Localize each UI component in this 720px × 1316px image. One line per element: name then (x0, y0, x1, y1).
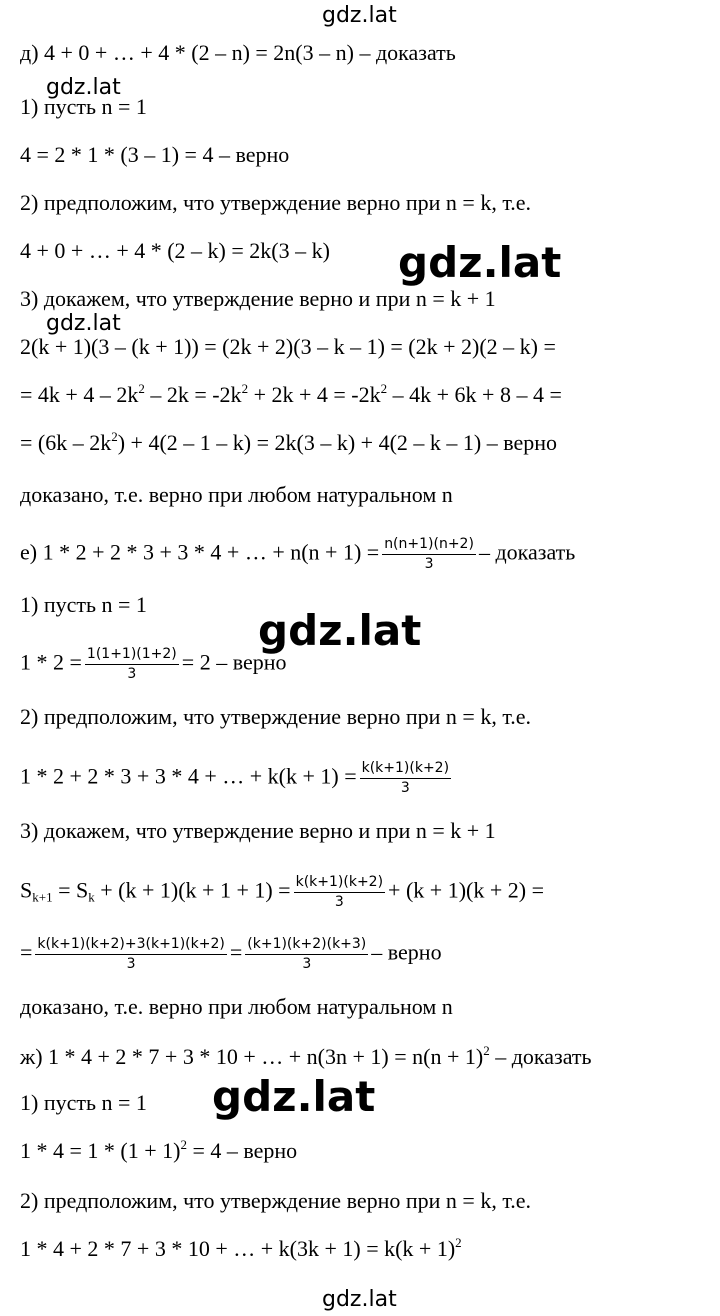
e-step-2-left: 1 * 2 + 2 * 3 + 3 * 4 + … + k(k + 1) = (20, 763, 357, 789)
e-step-3-eq2 (20, 936, 442, 973)
fraction-denominator: 3 (302, 956, 312, 972)
e-step-1-eq (20, 646, 287, 683)
d-title: д) 4 + 0 + … + 4 * (2 – n) = 2n(3 – n) – доказать (20, 40, 456, 65)
e-step-2-fraction (360, 760, 451, 797)
d-eq3-part-a: = (6k – 2k (20, 430, 112, 455)
d-eq2-part-d: – 4k + 6k + 8 – 4 = (387, 382, 562, 407)
e-step-3-fraction-2 (245, 936, 368, 973)
e-title (20, 536, 575, 573)
fraction-numerator: (k+1)(k+2)(k+3) (245, 936, 368, 955)
e-step-1-fraction (85, 646, 179, 683)
d-eq2-part-b: – 2k = -2k (144, 382, 242, 407)
e-step-3-left: + (k + 1)(k + 1 + 1) = (94, 877, 291, 903)
d-conclusion: доказано, т.е. верно при любом натуральном n (20, 482, 453, 507)
watermark-large-3: gdz.lat (212, 1072, 376, 1121)
d-step-3-eq2 (20, 382, 562, 408)
fraction-numerator: n(n+1)(n+2) (382, 536, 476, 555)
exponent: 2 (380, 381, 388, 396)
exponent: 2 (180, 1137, 187, 1152)
zh-step-2-left: 1 * 4 + 2 * 7 + 3 * 10 + … + k(3k + 1) = k(k + 1) (20, 1236, 456, 1261)
exponent: 2 (111, 429, 118, 444)
e-title-fraction (382, 536, 476, 573)
zh-step-2-eq (20, 1236, 462, 1262)
e-step-3: 3) докажем, что утверждение верно и при n = k + 1 (20, 818, 496, 843)
zh-step-2: 2) предположим, что утверждение верно при n = k, т.е. (20, 1188, 532, 1213)
e-title-right: – доказать (478, 539, 576, 565)
subscript: k+1 (32, 889, 53, 905)
zh-title (20, 1044, 592, 1070)
d-step-3-eq1: 2(k + 1)(3 – (k + 1)) = (2k + 2)(3 – k – 1) = (2k + 2)(2 – k) = (20, 334, 556, 359)
watermark-large-1: gdz.lat (398, 238, 562, 287)
d-step-1: 1) пусть n = 1 (20, 94, 147, 119)
d-step-2: 2) предположим, что утверждение верно при n = k, т.е. (20, 190, 532, 215)
d-eq2-part-a: = 4k + 4 – 2k (20, 382, 139, 407)
zh-title-right: – доказать (489, 1044, 592, 1069)
d-step-1-eq: 4 = 2 * 1 * (3 – 1) = 4 – верно (20, 142, 290, 167)
watermark-small-2: gdz.lat (46, 311, 121, 336)
zh-step-1: 1) пусть n = 1 (20, 1090, 147, 1115)
e-step-3-mid: = S (52, 877, 89, 903)
fraction-denominator: 3 (127, 666, 137, 682)
e-step-2-eq (20, 760, 454, 797)
e-step-1-left: 1 * 2 = (20, 649, 82, 675)
e-step-3-fraction-1 (35, 936, 226, 973)
equals-sign: = (229, 939, 243, 965)
e-step-2: 2) предположим, что утверждение верно при n = k, т.е. (20, 704, 532, 729)
fraction-denominator: 3 (334, 894, 344, 910)
e-title-left: е) 1 * 2 + 2 * 3 + 3 * 4 + … + n(n + 1) = (20, 539, 380, 565)
fraction-numerator: 1(1+1)(1+2) (85, 646, 179, 665)
watermark-bottom: gdz.lat (322, 1287, 397, 1312)
equals-sign: = (20, 939, 33, 965)
fraction-denominator: 3 (126, 956, 136, 972)
e-step-3-fraction (294, 874, 385, 911)
d-step-2-eq: 4 + 0 + … + 4 * (2 – k) = 2k(3 – k) (20, 238, 330, 263)
zh-step-1-eq (20, 1138, 297, 1164)
zh-step-1-left: 1 * 4 = 1 * (1 + 1) (20, 1138, 181, 1163)
d-step-3: 3) докажем, что утверждение верно и при n = k + 1 (20, 286, 496, 311)
exponent: 2 (455, 1235, 462, 1250)
watermark-top: gdz.lat (322, 3, 397, 28)
e-conclusion: доказано, т.е. верно при любом натуральном n (20, 994, 453, 1019)
d-eq3-part-b: ) + 4(2 – 1 – k) = 2k(3 – k) + 4(2 – k – 1) – верно (117, 430, 558, 455)
fraction-numerator: k(k+1)(k+2)+3(k+1)(k+2) (35, 936, 226, 955)
subscript: k (88, 889, 95, 905)
exponent: 2 (138, 381, 145, 396)
watermark-large-2: gdz.lat (258, 606, 422, 655)
e-step-1: 1) пусть n = 1 (20, 592, 147, 617)
fraction-denominator: 3 (424, 556, 434, 572)
watermark-small-1: gdz.lat (46, 75, 121, 100)
zh-step-1-right: = 4 – верно (186, 1138, 298, 1163)
fraction-denominator: 3 (400, 780, 410, 796)
e-step-1-right: = 2 – верно (181, 649, 287, 675)
sum-symbol: S (20, 877, 33, 903)
e-step-3-right: + (k + 1)(k + 2) = (388, 877, 544, 903)
exponent: 2 (241, 381, 249, 396)
e-step-3-eq (20, 874, 544, 911)
fraction-numerator: k(k+1)(k+2) (294, 874, 385, 893)
d-eq2-part-c: + 2k + 4 = -2k (248, 382, 381, 407)
d-step-3-eq3 (20, 430, 557, 456)
exponent: 2 (483, 1043, 490, 1058)
fraction-numerator: k(k+1)(k+2) (360, 760, 451, 779)
zh-title-left: ж) 1 * 4 + 2 * 7 + 3 * 10 + … + n(3n + 1) = n(n + 1) (20, 1044, 484, 1069)
e-step-3-verdict: – верно (371, 939, 442, 965)
